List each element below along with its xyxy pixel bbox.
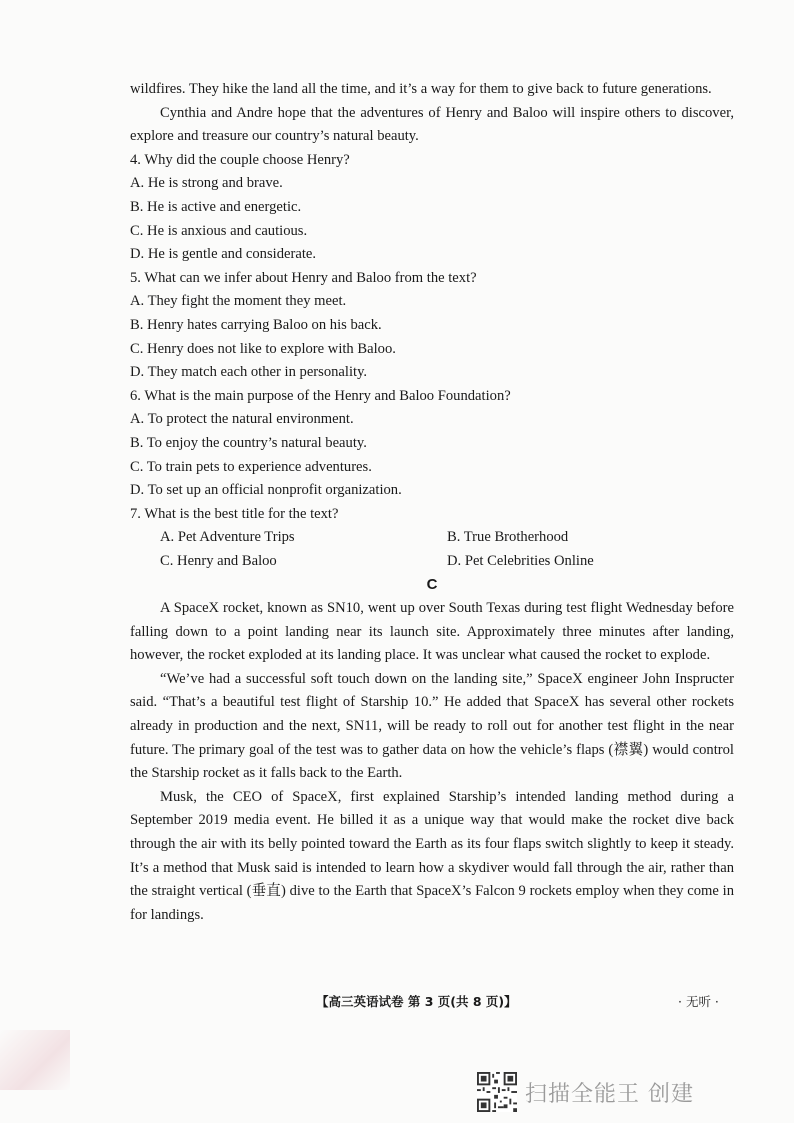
question-stem: 4. Why did the couple choose Henry?	[130, 151, 350, 168]
option-d[interactable]: D. He is gentle and considerate.	[130, 246, 317, 263]
option-a[interactable]: A. He is strong and brave.	[130, 175, 283, 192]
question-stem: 5. What can we infer about Henry and Baloo from the text?	[130, 269, 477, 286]
option-a[interactable]: A. Pet Adventure Trips	[160, 529, 295, 546]
option-d[interactable]: D. Pet Celebrities Online	[447, 552, 594, 569]
question-stem: 6. What is the main purpose of the Henry and Baloo Foundation?	[130, 387, 511, 404]
qr-code-icon	[477, 1072, 517, 1112]
option-d[interactable]: D. To set up an official nonprofit organization.	[130, 482, 402, 499]
option-b[interactable]: B. To enjoy the country’s natural beauty.	[130, 434, 367, 451]
passage-paragraph: A SpaceX rocket, known as SN10, went up over South Texas during test flight Wednesday before falling down to a point landing near its launch site. Approximately three minutes after landing, however, the rocket exploded at its landing place. It was unclear what caused the rocket to explode.	[130, 600, 734, 664]
option-b[interactable]: B. Henry hates carrying Baloo on his back.	[130, 316, 382, 333]
option-row	[160, 526, 734, 550]
option-a[interactable]: A. They fight the moment they meet.	[130, 293, 347, 310]
passage-paragraph: “We’ve had a successful soft touch down on the landing site,” SpaceX engineer John Inspructer said. “That’s a beautiful test flight of Starship 10.” He added that SpaceX has several other rockets already in production and the next, SN11, will be ready to roll out for another test flight in the near future. The primary goal of the test was to gather data on how the vehicle’s flaps (襟翼) would control the Starship rocket as it falls back to the Earth.	[130, 670, 734, 782]
question-6	[130, 385, 734, 503]
scan-artifact	[0, 1030, 70, 1090]
option-row	[160, 550, 734, 574]
footer-mark: · 无听 ·	[678, 994, 719, 1009]
watermark-text: 扫描全能王 创建	[525, 1081, 694, 1107]
question-7	[130, 503, 734, 574]
option-c[interactable]: C. He is anxious and cautious.	[130, 222, 308, 239]
option-b[interactable]: B. True Brotherhood	[447, 529, 569, 546]
option-a[interactable]: A. To protect the natural environment.	[130, 411, 354, 428]
option-c[interactable]: C. Henry and Baloo	[160, 552, 277, 569]
passage-paragraph: Cynthia and Andre hope that the adventures of Henry and Baloo will inspire others to discover, explore and treasure our country’s natural beauty.	[130, 104, 734, 145]
option-b[interactable]: B. He is active and energetic.	[130, 198, 302, 215]
page-number: 【高三英语试卷 第 3 页(共 8 页)】	[316, 994, 517, 1009]
option-d[interactable]: D. They match each other in personality.	[130, 364, 368, 381]
section-heading: C	[426, 576, 438, 594]
question-stem: 7. What is the best title for the text?	[130, 505, 339, 522]
page-footer	[0, 992, 794, 1012]
passage-paragraph: Musk, the CEO of SpaceX, first explained Starship’s intended landing method during a September 2019 media event. He billed it as a unique way that would make the rocket dive back through the air with its belly pointed toward the Earth as its four flaps switch slightly to keep it steady. It’s a method that Musk said is intended to learn how a skydiver would fall through the air, rather than the straight vertical (垂直) dive to the Earth that SpaceX’s Falcon 9 rockets employ when they come in for landings.	[130, 788, 734, 923]
question-5	[130, 267, 734, 385]
passage-paragraph: wildfires. They hike the land all the time, and it’s a way for them to give back to future generations.	[130, 81, 712, 97]
option-c[interactable]: C. Henry does not like to explore with Baloo.	[130, 340, 396, 357]
page-content	[130, 78, 734, 927]
question-4	[130, 149, 734, 267]
option-c[interactable]: C. To train pets to experience adventures.	[130, 458, 372, 475]
scanner-watermark	[477, 1072, 694, 1112]
